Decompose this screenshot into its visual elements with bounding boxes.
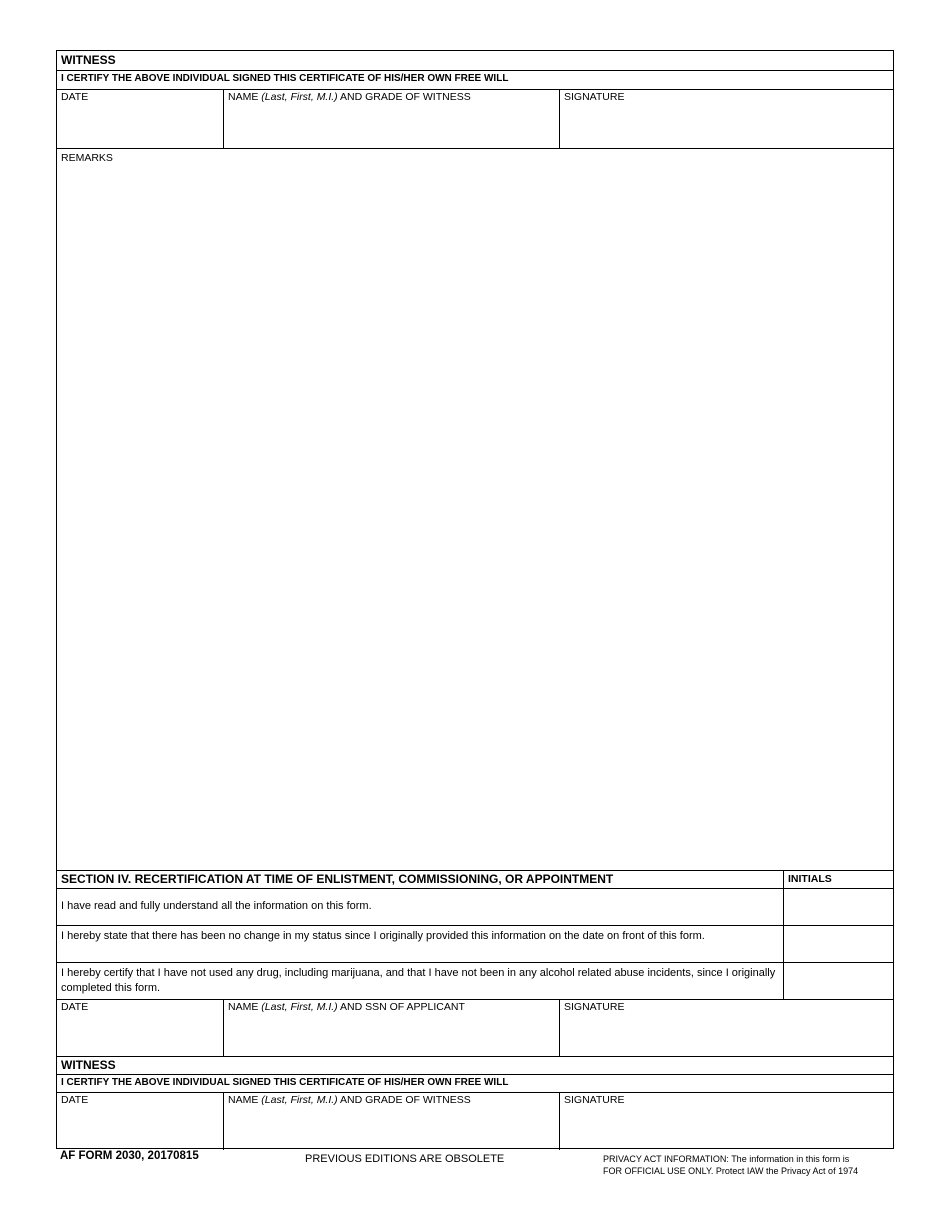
section4-header-row <box>57 871 893 889</box>
witness-name-label: NAME (Last, First, M.I.) AND GRADE OF WITNESS <box>228 1094 471 1106</box>
privacy-notice <box>603 1153 858 1177</box>
witness-header: WITNESS <box>61 1058 116 1072</box>
witness-certify-row <box>57 71 893 90</box>
initials-field-1[interactable] <box>783 889 893 925</box>
witness-signature-field[interactable] <box>559 90 893 148</box>
witness-date-label: DATE <box>61 91 89 103</box>
statement-row <box>57 889 893 926</box>
applicant-name-field[interactable] <box>223 1000 559 1056</box>
witness-certify-text: I CERTIFY THE ABOVE INDIVIDUAL SIGNED THIS CERTIFICATE OF HIS/HER OWN FREE WILL <box>61 73 509 84</box>
privacy-line-2: FOR OFFICIAL USE ONLY. Protect IAW the Privacy Act of 1974 <box>603 1166 859 1176</box>
initials-label: INITIALS <box>788 873 832 885</box>
witness-certify-row <box>57 1075 893 1093</box>
af-form-2030-page <box>56 50 894 1149</box>
remarks-label: REMARKS <box>61 152 113 164</box>
statement-row <box>57 926 893 963</box>
witness-certify-text: I CERTIFY THE ABOVE INDIVIDUAL SIGNED THIS CERTIFICATE OF HIS/HER OWN FREE WILL <box>61 1077 509 1088</box>
witness-signature-label: SIGNATURE <box>564 1094 625 1106</box>
witness-date-label: DATE <box>61 1094 89 1106</box>
initials-field-2[interactable] <box>783 926 893 962</box>
witness-header-row <box>57 1057 893 1075</box>
initials-field-3[interactable] <box>783 963 893 999</box>
applicant-signature-field[interactable] <box>559 1000 893 1056</box>
applicant-signature-row <box>57 1000 893 1057</box>
witness-name-field[interactable] <box>223 1093 559 1150</box>
editions-notice: PREVIOUS EDITIONS ARE OBSOLETE <box>305 1153 505 1165</box>
witness-name-field[interactable] <box>223 90 559 148</box>
witness-signature-row <box>57 90 893 149</box>
witness-date-field[interactable] <box>57 1093 223 1150</box>
witness-header: WITNESS <box>61 53 116 67</box>
applicant-name-label: NAME (Last, First, M.I.) AND SSN OF APPLICANT <box>228 1001 465 1013</box>
witness-header-row <box>57 51 893 71</box>
section4-title: SECTION IV. RECERTIFICATION AT TIME OF ENLISTMENT, COMMISSIONING, OR APPOINTMENT <box>61 872 614 886</box>
witness-signature-row <box>57 1093 893 1150</box>
witness-name-label: NAME (Last, First, M.I.) AND GRADE OF WITNESS <box>228 91 471 103</box>
applicant-date-label: DATE <box>61 1001 89 1013</box>
applicant-signature-label: SIGNATURE <box>564 1001 625 1013</box>
statement-text: I have read and fully understand all the information on this form. <box>61 900 372 912</box>
statement-row <box>57 963 893 1000</box>
remarks-field[interactable] <box>57 149 893 871</box>
witness-date-field[interactable] <box>57 90 223 148</box>
witness-signature-field[interactable] <box>559 1093 893 1150</box>
applicant-date-field[interactable] <box>57 1000 223 1056</box>
privacy-line-1: PRIVACY ACT INFORMATION: The information in this form is <box>603 1154 850 1164</box>
statement-text: I hereby certify that I have not used any drug, including marijuana, and that I have not been in any alcohol related abuse incidents, since I originally completed this form. <box>61 967 776 994</box>
witness-signature-label: SIGNATURE <box>564 91 625 103</box>
form-id: AF FORM 2030, 20170815 <box>60 1150 199 1162</box>
statement-text: I hereby state that there has been no change in my status since I originally provided this information on the date on front of this form. <box>61 930 705 942</box>
